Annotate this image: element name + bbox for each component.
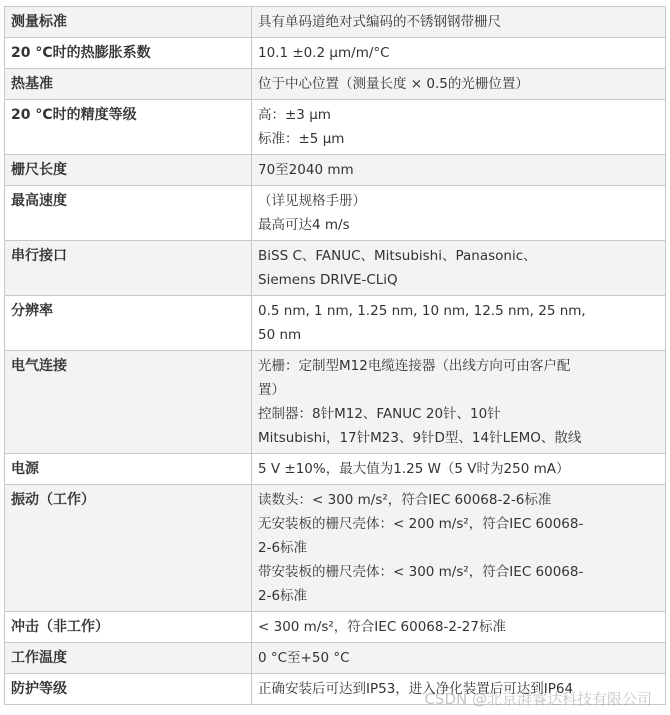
spec-row <box>5 38 666 69</box>
spec-value-line: （详见规格手册） <box>258 193 366 209</box>
spec-value-line: 光栅：定制型M12电缆连接器（出线方向可由客户配 <box>258 358 571 374</box>
spec-row <box>5 69 666 100</box>
spec-value-line: < 300 m/s²，符合IEC 60068-2-27标准 <box>258 619 506 635</box>
spec-value <box>252 186 666 241</box>
spec-row <box>5 612 666 643</box>
spec-value <box>252 643 666 674</box>
spec-value <box>252 241 666 296</box>
watermark: CSDN @北京湃睿达科技有限公司 <box>424 690 652 708</box>
spec-label: 热基准 <box>5 69 252 100</box>
spec-value-line: 最高可达4 m/s <box>258 217 350 233</box>
spec-value-line: 50 nm <box>258 327 302 343</box>
spec-row <box>5 241 666 296</box>
spec-row <box>5 643 666 674</box>
spec-value-line: 具有单码道绝对式编码的不锈钢钢带栅尺 <box>258 14 501 30</box>
spec-value-line: 标准：±5 µm <box>258 131 345 147</box>
spec-label: 电气连接 <box>5 351 252 454</box>
spec-value <box>252 155 666 186</box>
spec-label: 振动（工作） <box>5 485 252 612</box>
spec-value-line: 10.1 ±0.2 µm/m/°C <box>258 45 390 61</box>
spec-value-line: Mitsubishi，17针M23、9针D型、14针LEMO、散线 <box>258 430 582 446</box>
spec-value <box>252 454 666 485</box>
spec-value-line: 正确安装后可达到IP53，进入净化装置后可达到IP64 <box>258 681 574 697</box>
spec-table <box>4 6 666 705</box>
spec-value-line: 0 °C至+50 °C <box>258 650 350 666</box>
spec-row <box>5 485 666 612</box>
spec-value <box>252 100 666 155</box>
spec-value-line: 置） <box>258 382 285 398</box>
spec-value-line: 0.5 nm, 1 nm, 1.25 nm, 10 nm, 12.5 nm, 25 nm, <box>258 303 586 319</box>
spec-value-line: 无安装板的栅尺壳体：< 200 m/s²，符合IEC 60068- <box>258 516 584 532</box>
spec-value <box>252 485 666 612</box>
spec-value <box>252 69 666 100</box>
spec-label: 串行接口 <box>5 241 252 296</box>
spec-label: 最高速度 <box>5 186 252 241</box>
spec-value-line: 2-6标准 <box>258 588 308 604</box>
spec-value-line: 5 V ±10%，最大值为1.25 W（5 V时为250 mA） <box>258 461 570 477</box>
spec-value-line: 读数头：< 300 m/s²，符合IEC 60068-2-6标准 <box>258 492 552 508</box>
spec-row <box>5 454 666 485</box>
spec-table-body <box>5 7 666 705</box>
spec-row <box>5 186 666 241</box>
spec-value <box>252 7 666 38</box>
spec-label: 测量标准 <box>5 7 252 38</box>
spec-row <box>5 7 666 38</box>
spec-label: 20 °C时的热膨胀系数 <box>5 38 252 69</box>
spec-value-line: 控制器：8针M12、FANUC 20针、10针 <box>258 406 501 422</box>
spec-value-line: 2-6标准 <box>258 540 308 556</box>
spec-value-line: 位于中心位置（测量长度 × 0.5的光栅位置） <box>258 76 529 92</box>
spec-label: 工作温度 <box>5 643 252 674</box>
spec-label: 电源 <box>5 454 252 485</box>
spec-label: 防护等级 <box>5 674 252 705</box>
spec-value <box>252 38 666 69</box>
spec-value <box>252 612 666 643</box>
spec-row <box>5 296 666 351</box>
spec-value-line: 带安装板的栅尺壳体：< 300 m/s²，符合IEC 60068- <box>258 564 584 580</box>
spec-value-line: Siemens DRIVE-CLiQ <box>258 272 398 288</box>
spec-value-line: 高：±3 µm <box>258 107 331 123</box>
spec-row <box>5 155 666 186</box>
spec-row <box>5 100 666 155</box>
spec-value <box>252 351 666 454</box>
spec-label: 分辨率 <box>5 296 252 351</box>
spec-label: 冲击（非工作） <box>5 612 252 643</box>
spec-row <box>5 351 666 454</box>
spec-label: 20 °C时的精度等级 <box>5 100 252 155</box>
spec-label: 栅尺长度 <box>5 155 252 186</box>
spec-value-line: 70至2040 mm <box>258 162 354 178</box>
spec-value <box>252 296 666 351</box>
spec-value-line: BiSS C、FANUC、Mitsubishi、Panasonic、 <box>258 248 537 264</box>
